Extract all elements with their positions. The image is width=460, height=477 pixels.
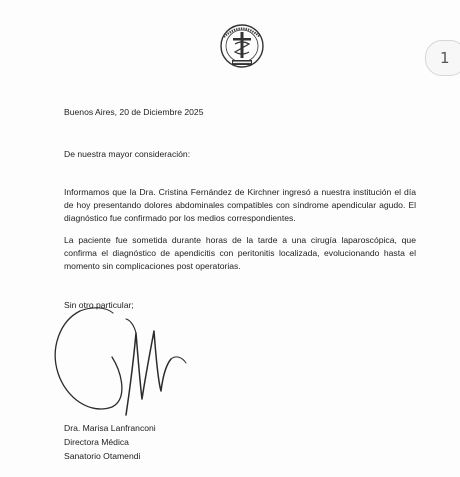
page-number-indicator[interactable]: 1 [425,40,460,76]
handwritten-signature [50,303,195,428]
date-line: Buenos Aires, 20 de Diciembre 2025 [64,107,204,117]
institution-seal-icon [218,22,266,74]
signer-role: Directora Médica [64,437,129,447]
body-paragraph-1: Informamos que la Dra. Cristina Fernández de Kirchner ingresó a nuestra institución el día de hoy presentando dolores abdominales compatibles con síndrome apendicular agudo. El diagnóstico fue confirmado por los medios correspondientes. [64,187,416,223]
body-paragraph-2: La paciente fue sometida durante horas de la tarde a una cirugía laparoscópica, que confirma el diagnóstico de apendicitis con peritonitis localizada, evolucionando hasta el momento sin complicaciones post operatorias. [64,235,416,271]
closing-line: Sin otro particular; [64,300,134,310]
signer-name: Dra. Marisa Lanfranconi [64,423,156,433]
signer-organization: Sanatorio Otamendi [64,451,141,461]
greeting: De nuestra mayor consideración: [64,149,191,159]
